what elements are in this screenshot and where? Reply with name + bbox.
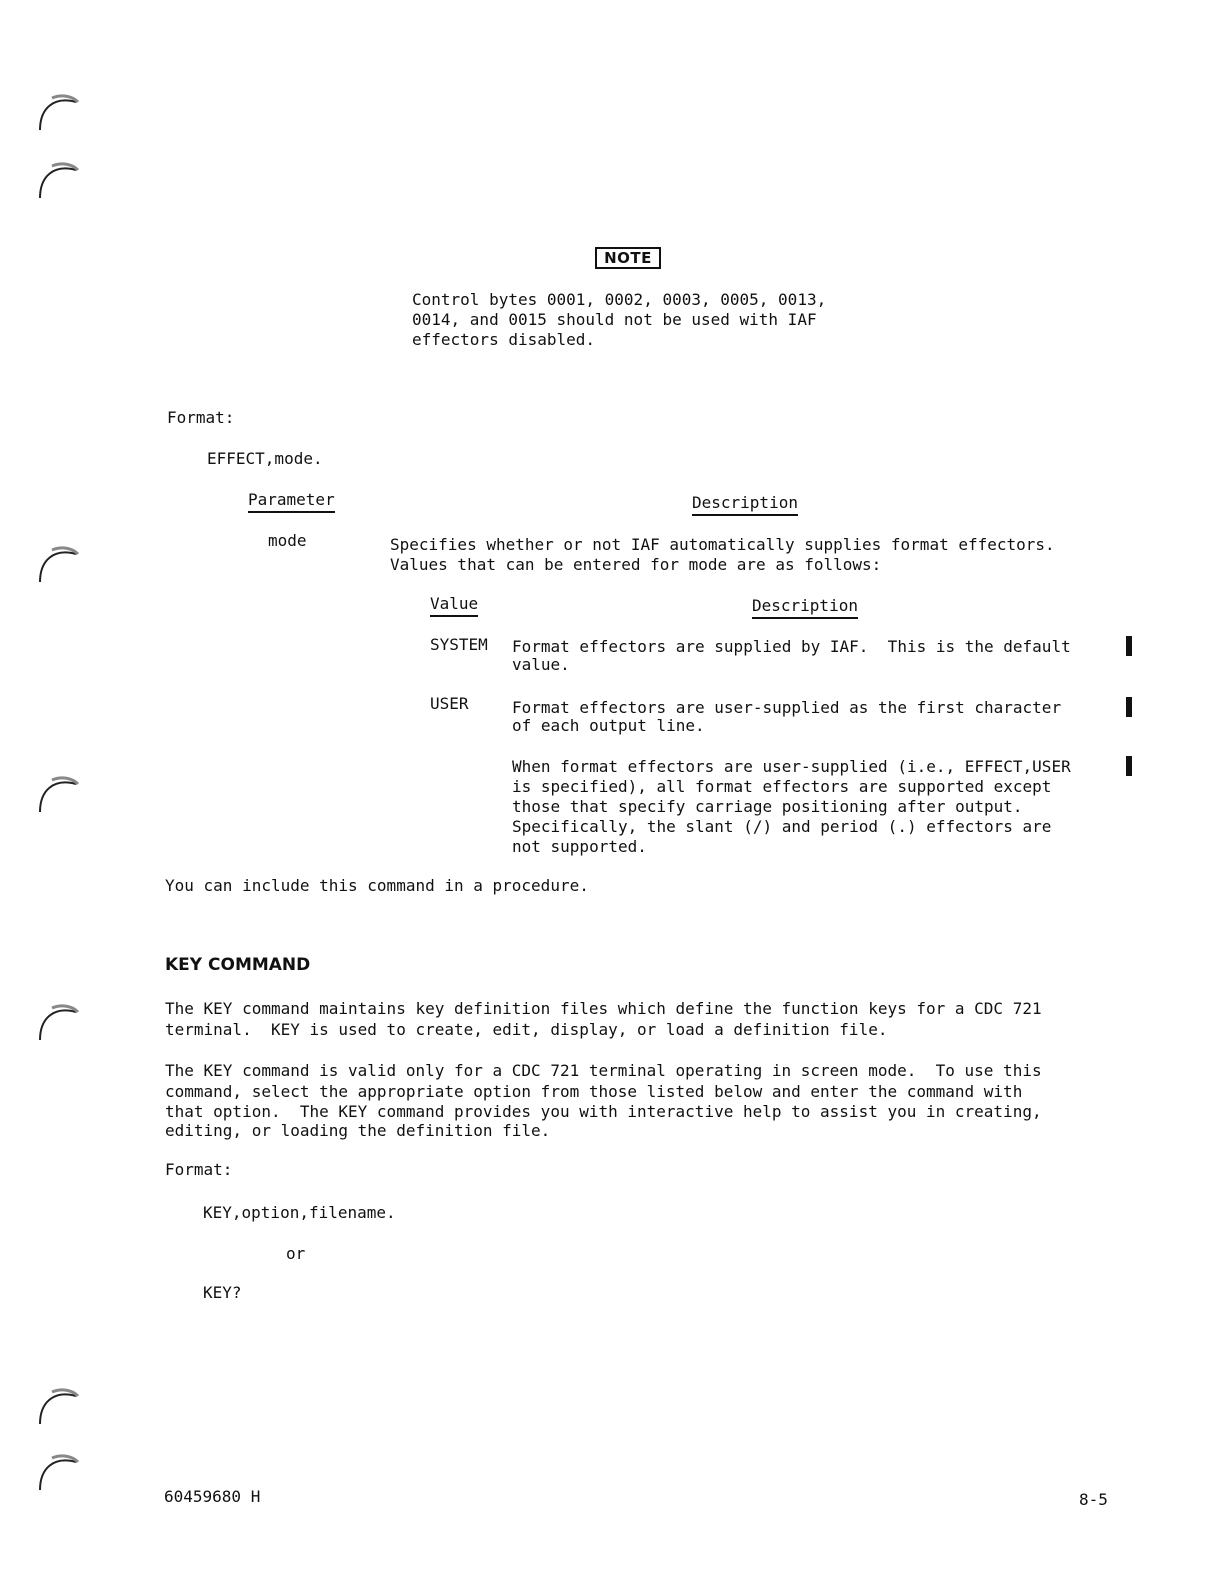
value-description-line: Format effectors are user-supplied as the first character bbox=[512, 698, 1062, 717]
parameter-description-line: Specifies whether or not IAF automatically supplies format effectors. bbox=[390, 535, 1055, 554]
note-text-line: 0014, and 0015 should not be used with IAF bbox=[412, 310, 817, 329]
key-syntax-or: or bbox=[286, 1244, 306, 1263]
key-paragraph-line: that option. The KEY command provides you with interactive help to assist you in creating, bbox=[165, 1102, 1042, 1121]
key-paragraph-line: command, select the appropriate option from those listed below and enter the command with bbox=[165, 1082, 1023, 1101]
change-bar bbox=[1126, 697, 1132, 717]
value-extra-description-line: is specified), all format effectors are supported except bbox=[512, 777, 1052, 796]
key-format-label: Format: bbox=[165, 1160, 233, 1179]
note-text-line: Control bytes 0001, 0002, 0003, 0005, 0013, bbox=[412, 290, 827, 309]
key-syntax: KEY,option,filename. bbox=[203, 1203, 396, 1222]
parameter-column-header: Parameter bbox=[248, 490, 335, 513]
binder-hole-icon bbox=[36, 772, 82, 818]
binder-hole-icon bbox=[36, 1000, 82, 1046]
value-description-line: value. bbox=[512, 655, 570, 674]
key-paragraph-line: terminal. KEY is used to create, edit, display, or load a definition file. bbox=[165, 1020, 888, 1039]
page-number: 8-5 bbox=[1079, 1490, 1108, 1509]
value-extra-description-line: not supported. bbox=[512, 837, 647, 856]
value-extra-description-line: Specifically, the slant (/) and period (.) effectors are bbox=[512, 817, 1052, 836]
binder-hole-icon bbox=[36, 542, 82, 588]
value-description-line: Format effectors are supplied by IAF. This is the default bbox=[512, 637, 1071, 656]
parameter-description-line: Values that can be entered for mode are as follows: bbox=[390, 555, 882, 574]
value-extra-description-line: those that specify carriage positioning after output. bbox=[512, 797, 1023, 816]
note-text-line: effectors disabled. bbox=[412, 330, 596, 349]
section-heading: KEY COMMAND bbox=[165, 955, 311, 975]
binder-hole-icon bbox=[36, 90, 82, 136]
change-bar bbox=[1126, 636, 1132, 656]
value-name: USER bbox=[430, 694, 469, 713]
value-column-header: Value bbox=[430, 594, 478, 617]
value-extra-description-line: When format effectors are user-supplied (i.e., EFFECT,USER bbox=[512, 757, 1071, 776]
binder-hole-icon bbox=[36, 158, 82, 204]
effect-format-label: Format: bbox=[167, 408, 235, 427]
change-bar bbox=[1126, 756, 1132, 776]
value-description-line: of each output line. bbox=[512, 716, 705, 735]
value-name: SYSTEM bbox=[430, 635, 488, 654]
note-label: NOTE bbox=[595, 247, 661, 269]
value-description-column-header: Description bbox=[752, 596, 858, 619]
binder-hole-icon bbox=[36, 1450, 82, 1496]
key-paragraph-line: editing, or loading the definition file. bbox=[165, 1121, 551, 1140]
key-paragraph-line: The KEY command is valid only for a CDC 721 terminal operating in screen mode. To use this bbox=[165, 1061, 1042, 1080]
parameter-name: mode bbox=[268, 531, 307, 550]
procedure-note: You can include this command in a procedure. bbox=[165, 876, 589, 895]
document-number: 60459680 H bbox=[164, 1487, 261, 1506]
key-syntax: KEY? bbox=[203, 1283, 242, 1302]
key-paragraph-line: The KEY command maintains key definition files which define the function keys for a CDC 721 bbox=[165, 999, 1042, 1018]
effect-syntax: EFFECT,mode. bbox=[207, 449, 323, 468]
description-column-header: Description bbox=[692, 493, 798, 516]
binder-hole-icon bbox=[36, 1384, 82, 1430]
